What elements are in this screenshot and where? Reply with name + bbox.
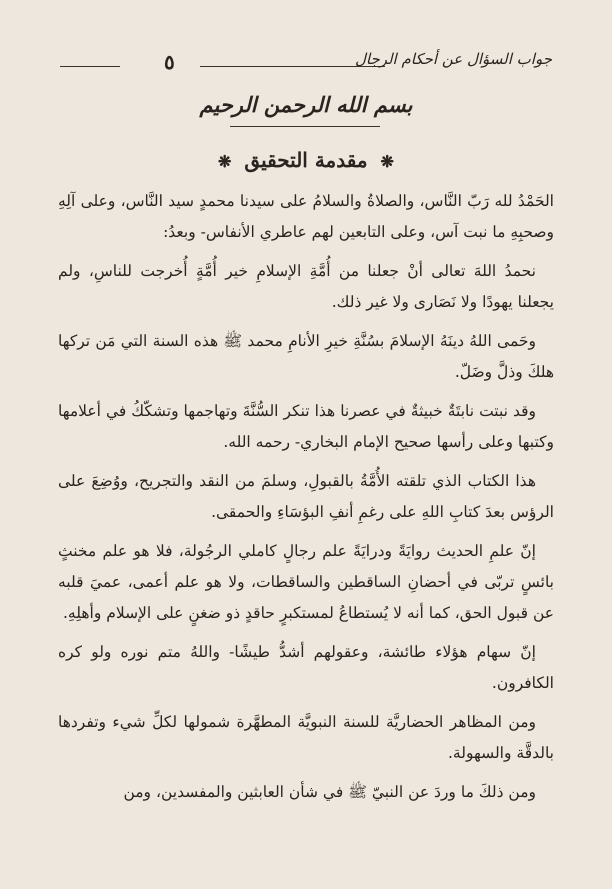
running-header	[60, 46, 552, 82]
page-number: ٥	[164, 50, 175, 74]
paragraph: نحمدُ اللهَ تعالى أنْ جعلنا من أُمَّةِ الإسلامِ خير أُمَّةٍ أُخرجت للناسِ، ولم يجعلنا يهودًا ولا نَصَارى ولا غير ذلك.	[58, 262, 554, 311]
section-heading	[0, 148, 612, 172]
header-rule-left	[60, 66, 120, 67]
paragraph: إنّ علمِ الحديث روايَةً ودرايَةً علم رجالٍ كاملي الرجُولة، فلا هو علم مخنثٍ بائسٍ تربّى في أحضانِ الساقطين والساقطات، ولا هو علم أعمى، عميَ قلبه عن قبول الحق، كما أنه لا يُستطاعُ لمستكبرٍ حاقدٍ ذو ضغنٍ على الإسلام وأهلِهِ.	[58, 542, 554, 622]
basmala-underline	[230, 126, 380, 127]
ornament-icon: ❋	[380, 152, 394, 171]
body-text	[58, 186, 554, 816]
paragraph: ومن ذلكَ ما وردَ عن النبيّ ﷺ في شأن العابثين والمفسدين، ومن	[123, 783, 536, 801]
section-title: مقدمة التحقيق	[244, 148, 368, 172]
paragraph: إنّ سهام هؤلاء طائشة، وعقولهم أشدُّ طيشًا- واللهُ متم نوره ولو كره الكافرون.	[58, 643, 554, 692]
paragraph: هذا الكتاب الذي تلقته الأُمَّةُ بالقبولِ، وسلمَ من النقد والتجريح، ووُضِعَ على الرؤس بعدَ كتابِ اللهِ على رغمِ أنفِ البؤسَاءِ والحمقى.	[58, 472, 554, 521]
ornament-icon: ❋	[218, 152, 232, 171]
paragraph: وحَمى اللهُ دينَهُ الإسلامَ بسُنَّةِ خيرِ الأنامِ محمد ﷺ هذه السنة التي مَن تركها هلكَ وذلَّ وضَلّ.	[58, 332, 554, 381]
basmala-calligraphy: بسم الله الرحمن الرحيم	[199, 92, 413, 117]
paragraph: ومن المظاهر الحضاريَّة للسنة النبويَّة المطهَّرة شمولها لكلِّ شيء وتفردها بالدقَّة والسهولة.	[58, 713, 554, 762]
paragraph: وقد نبتت نابتَةٌ خبيثةٌ في عصرنا هذا تنكر السُّنَّةَ وتهاجمها وتشكّكُ في أعلامها وكتبها وعلى رأسها صحيح الإمام البخاري- رحمه الله.	[58, 402, 554, 451]
paragraph: الحَمْدُ لله رَبّ النَّاس، والصلاةُ والسلامُ على سيدنا محمدٍ سيد النَّاس، وعلى آلِهِ وصحبِهِ ما نبت آس، وعلى التابعين لهم عاطري الأنفاس- وبعدُ:	[58, 192, 554, 241]
book-title: جواب السؤال عن أحكام الرجال	[354, 50, 552, 68]
